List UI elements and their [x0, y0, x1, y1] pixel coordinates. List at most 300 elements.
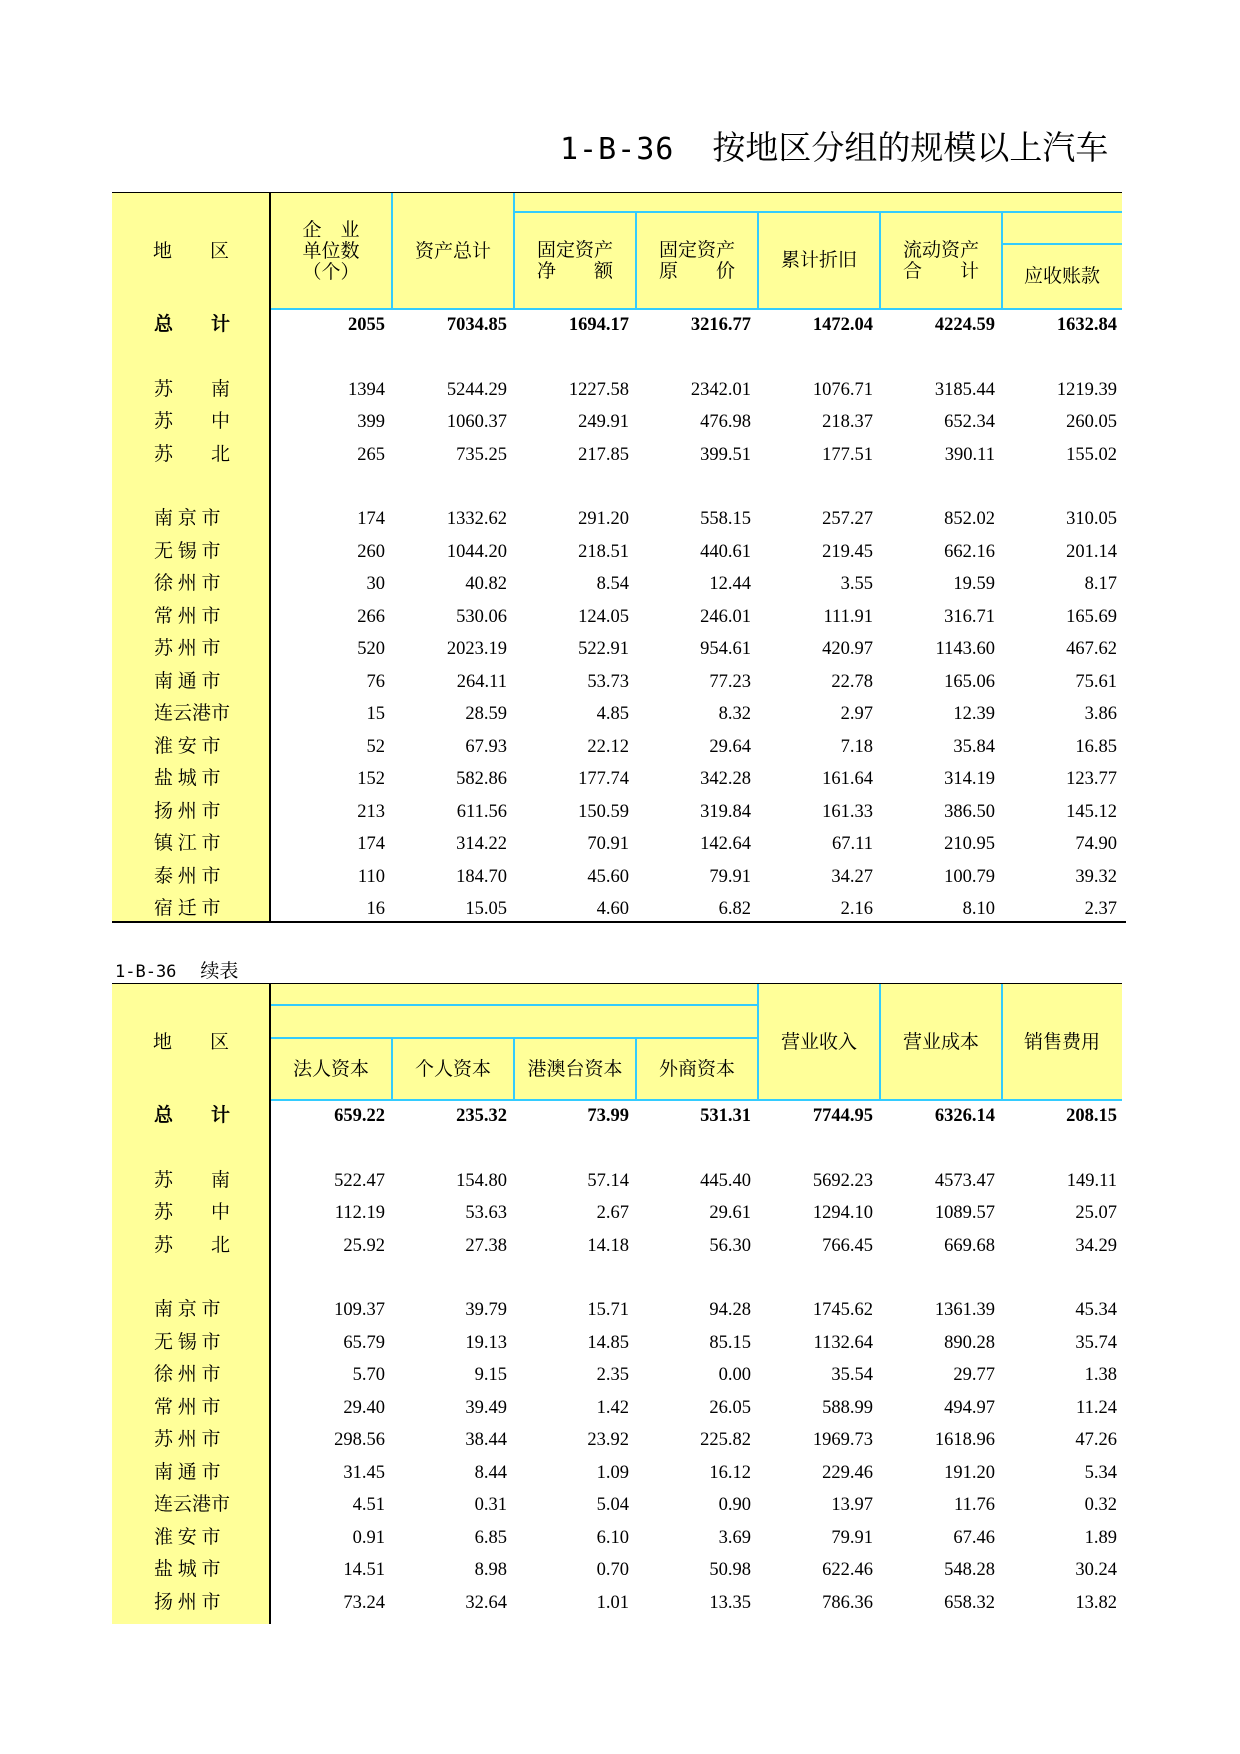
row-value-cell: 201.14 — [1066, 541, 1117, 562]
row-value-cell: 954.61 — [700, 639, 751, 659]
row-value-cell: 3216.77 — [690, 315, 751, 335]
row-value-cell: 3.69 — [718, 1527, 751, 1548]
row-value-cell: 161.33 — [822, 801, 873, 822]
table-row — [112, 536, 1122, 568]
row-value-cell: 1076.71 — [812, 379, 873, 400]
row-value-cell: 8.44 — [474, 1462, 507, 1483]
header-fixed-orig: 固定资产 原 价 — [658, 239, 735, 282]
row-value-cell: 257.27 — [822, 509, 873, 529]
row-value-cell: 161.64 — [822, 769, 873, 789]
page-title — [560, 122, 1108, 169]
row-value-cell: 14.18 — [587, 1235, 629, 1256]
row-value-cell: 1060.37 — [446, 412, 507, 432]
row-value-cell: 1.42 — [596, 1397, 629, 1418]
row-value-cell: 29.61 — [709, 1203, 751, 1223]
continuation-label — [115, 956, 238, 983]
row-value-cell: 77.23 — [709, 671, 751, 692]
row-value-cell: 5692.23 — [812, 1170, 873, 1191]
row-value-cell: 75.61 — [1075, 671, 1117, 692]
row-value-cell: 67.93 — [465, 736, 507, 757]
table-row — [112, 731, 1122, 763]
row-value-cell: 39.49 — [465, 1397, 507, 1418]
row-value-cell: 39.79 — [465, 1300, 507, 1320]
header-depreciation: 累计折旧 — [780, 250, 857, 271]
row-value-cell: 0.91 — [352, 1527, 385, 1548]
header-hkmt-capital: 港澳台资本 — [527, 1059, 623, 1080]
row-value-cell: 174 — [357, 509, 385, 529]
row-value-cell: 12.44 — [709, 574, 751, 594]
row-value-cell: 8.98 — [474, 1560, 507, 1580]
row-value-cell: 184.70 — [456, 866, 507, 887]
table-row — [112, 601, 1122, 633]
header-grid-line — [269, 193, 271, 310]
row-value-cell: 658.32 — [944, 1592, 995, 1613]
header-grid-line — [513, 1037, 515, 1101]
row-value-cell: 1332.62 — [446, 509, 507, 529]
row-value-cell: 1.01 — [596, 1592, 629, 1613]
row-value-cell: 50.98 — [709, 1560, 751, 1580]
row-value-cell: 786.36 — [822, 1592, 873, 1613]
row-value-cell: 32.64 — [465, 1592, 507, 1613]
row-value-cell: 149.11 — [1066, 1170, 1117, 1191]
header-grid-line — [879, 984, 881, 1101]
row-value-cell: 1089.57 — [934, 1203, 995, 1223]
row-value-cell: 7.18 — [840, 736, 873, 757]
header-units: 企 业 单位数 （个） — [302, 220, 360, 283]
table-row — [112, 828, 1122, 860]
row-region-name: 苏 州 市 — [154, 638, 221, 659]
row-value-cell: 2342.01 — [690, 379, 751, 400]
row-value-cell: 154.80 — [456, 1170, 507, 1191]
row-value-cell: 1969.73 — [812, 1430, 873, 1450]
row-value-cell: 35.84 — [953, 736, 995, 757]
row-value-cell: 1044.20 — [446, 541, 507, 562]
row-value-cell: 74.90 — [1075, 834, 1117, 854]
row-value-cell: 39.32 — [1075, 866, 1117, 887]
row-region-name: 无 锡 市 — [154, 540, 221, 562]
header-grid-line — [391, 1037, 393, 1101]
row-region-name: 苏 南 — [154, 1169, 231, 1191]
row-value-cell: 76 — [366, 671, 385, 692]
table-row — [112, 1392, 1122, 1424]
row-value-cell: 124.05 — [578, 606, 629, 627]
row-value-cell: 669.68 — [944, 1235, 995, 1256]
table-continued-header — [112, 983, 1122, 1101]
row-value-cell: 852.02 — [944, 509, 995, 529]
row-value-cell: 399.51 — [700, 444, 751, 465]
row-value-cell: 2.35 — [596, 1365, 629, 1385]
row-region-name: 苏 中 — [154, 1202, 231, 1223]
row-region-name: 苏 州 市 — [154, 1429, 221, 1450]
row-value-cell: 94.28 — [709, 1300, 751, 1320]
row-region-name: 徐 州 市 — [154, 573, 221, 594]
row-value-cell: 1361.39 — [934, 1300, 995, 1320]
row-value-cell: 85.15 — [709, 1332, 751, 1353]
row-value-cell: 79.91 — [831, 1527, 873, 1548]
row-value-cell: 16.12 — [709, 1462, 751, 1483]
row-value-cell: 174 — [357, 834, 385, 854]
row-value-cell: 622.46 — [822, 1560, 873, 1580]
table-row — [112, 1165, 1122, 1197]
row-value-cell: 4.51 — [352, 1495, 385, 1515]
row-value-cell: 52 — [366, 736, 385, 757]
row-value-cell: 3.86 — [1084, 704, 1117, 724]
row-value-cell: 6.10 — [596, 1527, 629, 1548]
row-value-cell: 735.25 — [456, 444, 507, 465]
row-value-cell: 73.24 — [343, 1592, 385, 1613]
row-region-name: 泰 州 市 — [154, 865, 221, 887]
row-value-cell: 210.95 — [944, 834, 995, 854]
row-value-cell: 152 — [357, 769, 385, 789]
row-value-cell: 19.59 — [953, 574, 995, 594]
row-value-cell: 229.46 — [822, 1462, 873, 1483]
row-value-cell: 3185.44 — [934, 379, 995, 400]
row-value-cell: 5.34 — [1084, 1462, 1117, 1483]
row-region-name: 苏 中 — [154, 411, 231, 432]
row-value-cell: 38.44 — [465, 1430, 507, 1450]
table-row — [112, 1522, 1122, 1554]
row-value-cell: 310.05 — [1066, 509, 1117, 529]
row-value-cell: 264.11 — [456, 671, 507, 692]
table-row — [112, 1327, 1122, 1359]
row-value-cell: 1143.60 — [935, 639, 995, 659]
subtitle-code: 1-B-36 — [115, 962, 177, 982]
row-value-cell: 522.91 — [578, 639, 629, 659]
row-value-cell: 530.06 — [456, 606, 507, 627]
row-value-cell: 6.82 — [718, 899, 751, 919]
row-value-cell: 531.31 — [700, 1106, 751, 1126]
row-value-cell: 100.79 — [944, 866, 995, 887]
row-value-cell: 588.99 — [822, 1397, 873, 1418]
row-value-cell: 29.77 — [953, 1365, 995, 1385]
row-value-cell: 40.82 — [465, 574, 507, 594]
row-value-cell: 1632.84 — [1056, 315, 1117, 335]
row-value-cell: 662.16 — [944, 541, 995, 562]
row-value-cell: 26.05 — [709, 1397, 751, 1418]
row-value-cell: 2.97 — [840, 704, 873, 724]
row-value-cell: 399 — [357, 412, 385, 432]
row-value-cell: 56.30 — [709, 1235, 751, 1256]
row-region-name: 连云港市 — [154, 1494, 231, 1515]
title-code: 1-B-36 — [560, 132, 675, 167]
row-value-cell: 558.15 — [700, 509, 751, 529]
row-value-cell: 314.19 — [944, 769, 995, 789]
row-value-cell: 342.28 — [700, 769, 751, 789]
row-value-cell: 57.14 — [587, 1170, 629, 1191]
row-value-cell: 0.70 — [596, 1560, 629, 1580]
header-grid-line — [391, 193, 393, 310]
row-value-cell: 53.73 — [587, 671, 629, 692]
row-value-cell: 1618.96 — [934, 1430, 995, 1450]
row-value-cell: 12.39 — [953, 704, 995, 724]
table-row — [112, 439, 1122, 471]
row-value-cell: 494.97 — [944, 1397, 995, 1418]
header-foreign-capital: 外商资本 — [658, 1059, 735, 1080]
header-legal-capital: 法人资本 — [292, 1059, 369, 1080]
row-value-cell: 766.45 — [822, 1235, 873, 1256]
table-row — [112, 763, 1122, 795]
row-value-cell: 582.86 — [456, 769, 507, 789]
row-region-name: 盐 城 市 — [154, 768, 221, 789]
row-value-cell: 476.98 — [700, 412, 751, 432]
row-value-cell: 27.38 — [465, 1235, 507, 1256]
row-value-cell: 35.74 — [1075, 1332, 1117, 1353]
row-value-cell: 1694.17 — [568, 315, 629, 335]
header-grid-line — [635, 1037, 637, 1101]
row-value-cell: 45.34 — [1075, 1300, 1117, 1320]
row-value-cell: 191.20 — [944, 1462, 995, 1483]
header-selling-expense: 销售费用 — [1023, 1032, 1100, 1053]
header-grid-line — [1001, 211, 1003, 310]
row-value-cell: 45.60 — [587, 866, 629, 887]
row-value-cell: 65.79 — [343, 1332, 385, 1353]
row-value-cell: 1394 — [348, 379, 385, 400]
row-value-cell: 6.85 — [474, 1527, 507, 1548]
table-row — [112, 633, 1122, 665]
title-text: 按地区分组的规模以上汽车 — [712, 131, 1109, 167]
header-assets: 资产总计 — [414, 241, 491, 262]
row-value-cell: 30.24 — [1075, 1560, 1117, 1580]
row-region-name: 淮 安 市 — [154, 735, 221, 757]
row-value-cell: 155.02 — [1066, 444, 1117, 465]
row-region-name: 常 州 市 — [154, 1396, 221, 1418]
row-value-cell: 390.11 — [944, 444, 995, 465]
table-row-total — [112, 1100, 1122, 1132]
row-value-cell: 2055 — [348, 315, 385, 335]
row-value-cell: 4224.59 — [934, 315, 995, 335]
row-value-cell: 177.51 — [822, 444, 873, 465]
row-region-name: 徐 州 市 — [154, 1364, 221, 1385]
table-row-total — [112, 309, 1122, 341]
row-value-cell: 47.26 — [1075, 1430, 1117, 1450]
row-value-cell: 111.91 — [823, 606, 873, 627]
table-row — [112, 666, 1122, 698]
row-value-cell: 16 — [366, 899, 385, 919]
row-value-cell: 445.40 — [700, 1170, 751, 1191]
row-region-name: 连云港市 — [154, 703, 231, 724]
header-region: 地 区 — [152, 241, 229, 262]
table-row — [112, 568, 1122, 600]
row-value-cell: 70.91 — [587, 834, 629, 854]
row-value-cell: 16.85 — [1075, 736, 1117, 757]
row-value-cell: 8.10 — [962, 899, 995, 919]
row-region-name: 扬 州 市 — [154, 800, 221, 822]
row-value-cell: 208.15 — [1066, 1106, 1117, 1126]
row-value-cell: 659.22 — [334, 1106, 385, 1126]
row-value-cell: 15 — [366, 704, 385, 724]
row-value-cell: 3.55 — [840, 574, 873, 594]
row-region-name: 南 通 市 — [154, 1461, 221, 1483]
row-value-cell: 2.37 — [1084, 899, 1117, 919]
row-value-cell: 218.37 — [822, 412, 873, 432]
row-region-name: 总 计 — [154, 1105, 231, 1126]
row-value-cell: 31.45 — [343, 1462, 385, 1483]
row-value-cell: 235.32 — [456, 1106, 507, 1126]
row-value-cell: 5.04 — [596, 1495, 629, 1515]
row-value-cell: 298.56 — [334, 1430, 385, 1450]
row-value-cell: 4573.47 — [934, 1170, 995, 1191]
table-row — [112, 1489, 1122, 1521]
header-grid-line — [1002, 243, 1122, 245]
row-value-cell: 611.56 — [456, 801, 507, 822]
row-value-cell: 440.61 — [700, 541, 751, 562]
row-value-cell: 548.28 — [944, 1560, 995, 1580]
row-value-cell: 225.82 — [700, 1430, 751, 1450]
row-value-cell: 2.16 — [840, 899, 873, 919]
row-value-cell: 22.78 — [831, 671, 873, 692]
header-grid-line — [757, 984, 759, 1101]
row-value-cell: 14.51 — [343, 1560, 385, 1580]
table-row — [112, 861, 1122, 893]
table-row — [112, 698, 1122, 730]
row-region-name: 南 京 市 — [154, 1299, 221, 1320]
row-value-cell: 112.19 — [334, 1203, 385, 1223]
row-value-cell: 8.32 — [718, 704, 751, 724]
row-value-cell: 522.47 — [334, 1170, 385, 1191]
header-current-assets: 流动资产 合 计 — [902, 239, 979, 282]
row-value-cell: 25.92 — [343, 1235, 385, 1256]
row-value-cell: 0.32 — [1084, 1495, 1117, 1515]
row-value-cell: 5244.29 — [446, 379, 507, 400]
row-value-cell: 2023.19 — [446, 639, 507, 659]
header-receivable: 应收账款 — [1023, 266, 1100, 287]
row-value-cell: 1132.64 — [813, 1332, 873, 1353]
row-value-cell: 145.12 — [1066, 801, 1117, 822]
row-value-cell: 420.97 — [822, 639, 873, 659]
row-value-cell: 0.00 — [718, 1365, 751, 1385]
row-value-cell: 7034.85 — [446, 315, 507, 335]
header-grid-line — [270, 1004, 758, 1006]
row-value-cell: 213 — [357, 801, 385, 822]
header-revenue: 营业收入 — [780, 1032, 857, 1053]
row-value-cell: 8.17 — [1084, 574, 1117, 594]
row-value-cell: 79.91 — [709, 866, 751, 887]
row-region-name: 无 锡 市 — [154, 1331, 221, 1353]
row-value-cell: 13.35 — [709, 1592, 751, 1613]
row-value-cell: 11.24 — [1076, 1397, 1117, 1418]
table-main-header — [112, 192, 1122, 310]
row-value-cell: 177.74 — [578, 769, 629, 789]
row-value-cell: 467.62 — [1066, 639, 1117, 659]
header-grid-line — [879, 211, 881, 310]
row-value-cell: 0.31 — [474, 1495, 507, 1515]
row-value-cell: 7744.95 — [812, 1106, 873, 1126]
row-value-cell: 28.59 — [465, 704, 507, 724]
row-value-cell: 109.37 — [334, 1300, 385, 1320]
row-region-name: 镇 江 市 — [154, 833, 221, 854]
table-row — [112, 1197, 1122, 1229]
row-value-cell: 14.85 — [587, 1332, 629, 1353]
row-value-cell: 30 — [366, 574, 385, 594]
header-personal-capital: 个人资本 — [414, 1059, 491, 1080]
header-grid-line — [1001, 984, 1003, 1101]
row-value-cell: 25.07 — [1075, 1203, 1117, 1223]
header-region: 地 区 — [152, 1032, 229, 1053]
row-value-cell: 23.92 — [587, 1430, 629, 1450]
row-region-name: 淮 安 市 — [154, 1526, 221, 1548]
row-value-cell: 1219.39 — [1056, 379, 1117, 400]
row-value-cell: 29.40 — [343, 1397, 385, 1418]
row-value-cell: 165.69 — [1066, 606, 1117, 627]
header-grid-line — [513, 193, 515, 310]
table-row — [112, 1424, 1122, 1456]
row-value-cell: 150.59 — [578, 801, 629, 822]
row-value-cell: 2.67 — [596, 1203, 629, 1223]
row-value-cell: 35.54 — [831, 1365, 873, 1385]
row-value-cell: 53.63 — [465, 1203, 507, 1223]
row-value-cell: 29.64 — [709, 736, 751, 757]
row-value-cell: 67.11 — [832, 834, 873, 854]
header-grid-line — [269, 984, 271, 1101]
row-value-cell: 1.09 — [596, 1462, 629, 1483]
row-value-cell: 1.89 — [1084, 1527, 1117, 1548]
row-value-cell: 386.50 — [944, 801, 995, 822]
header-grid-line — [757, 211, 759, 310]
row-region-name: 常 州 市 — [154, 605, 221, 627]
row-value-cell: 520 — [357, 639, 385, 659]
row-value-cell: 890.28 — [944, 1332, 995, 1353]
header-grid-line — [635, 211, 637, 310]
row-value-cell: 219.45 — [822, 541, 873, 562]
row-region-name: 盐 城 市 — [154, 1559, 221, 1580]
row-value-cell: 319.84 — [700, 801, 751, 822]
row-region-name: 扬 州 市 — [154, 1591, 221, 1613]
row-value-cell: 22.12 — [587, 736, 629, 757]
row-value-cell: 249.91 — [578, 412, 629, 432]
header-cost: 营业成本 — [902, 1032, 979, 1053]
row-region-name: 苏 北 — [154, 1234, 231, 1256]
row-value-cell: 266 — [357, 606, 385, 627]
row-value-cell: 67.46 — [953, 1527, 995, 1548]
row-value-cell: 110 — [357, 866, 385, 887]
row-value-cell: 34.27 — [831, 866, 873, 887]
row-value-cell: 123.77 — [1066, 769, 1117, 789]
row-value-cell: 15.71 — [587, 1300, 629, 1320]
header-fixed-net: 固定资产 净 额 — [536, 239, 613, 282]
row-value-cell: 0.90 — [718, 1495, 751, 1515]
table-bottom-rule — [112, 921, 1126, 923]
row-value-cell: 34.29 — [1075, 1235, 1117, 1256]
row-value-cell: 73.99 — [587, 1106, 629, 1126]
table-row — [112, 1457, 1122, 1489]
table-row — [112, 1294, 1122, 1326]
table-row — [112, 374, 1122, 406]
row-value-cell: 314.22 — [456, 834, 507, 854]
row-value-cell: 142.64 — [700, 834, 751, 854]
row-value-cell: 316.71 — [944, 606, 995, 627]
table-row — [112, 1554, 1122, 1586]
row-value-cell: 260 — [357, 541, 385, 562]
table-row — [112, 406, 1122, 438]
row-region-name: 南 通 市 — [154, 670, 221, 692]
row-value-cell: 9.15 — [474, 1365, 507, 1385]
row-value-cell: 218.51 — [578, 541, 629, 562]
row-value-cell: 291.20 — [578, 509, 629, 529]
row-value-cell: 652.34 — [944, 412, 995, 432]
row-region-name: 总 计 — [154, 314, 231, 335]
row-value-cell: 260.05 — [1066, 412, 1117, 432]
row-value-cell: 13.97 — [831, 1495, 873, 1515]
table-row — [112, 1359, 1122, 1391]
row-value-cell: 13.82 — [1075, 1592, 1117, 1613]
row-region-name: 苏 北 — [154, 443, 231, 465]
row-region-name: 苏 南 — [154, 378, 231, 400]
header-grid-line — [514, 211, 1122, 213]
table-row — [112, 796, 1122, 828]
row-value-cell: 265 — [357, 444, 385, 465]
row-value-cell: 4.85 — [596, 704, 629, 724]
row-region-name: 宿 迁 市 — [154, 898, 221, 919]
